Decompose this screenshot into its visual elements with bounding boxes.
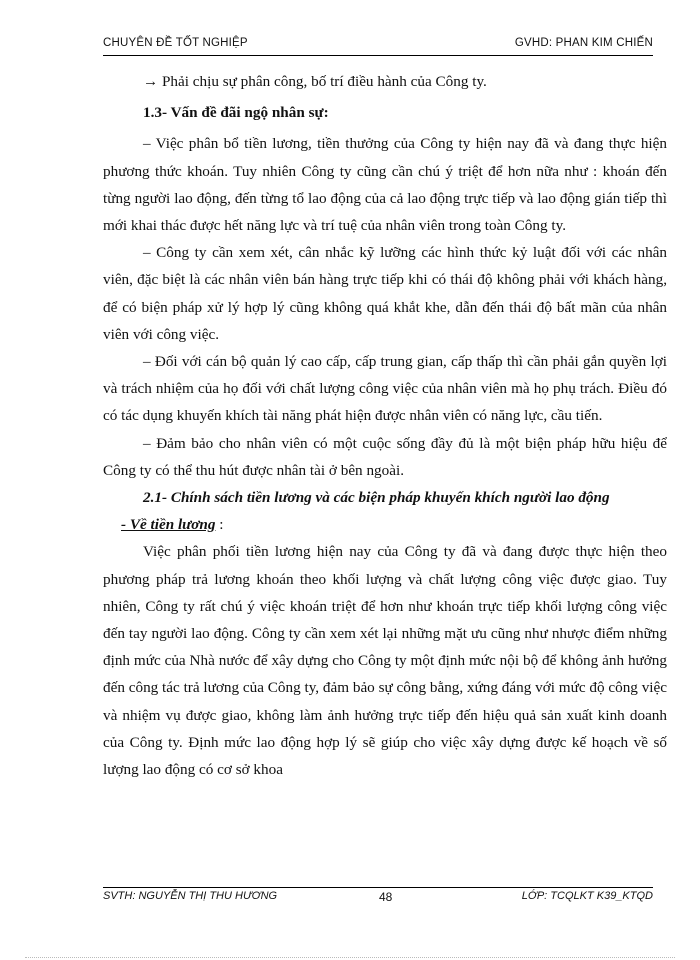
section-heading-1-3: 1.3- Vấn đề đãi ngộ nhân sự:: [143, 104, 329, 122]
paragraph-5: Việc phân phối tiền lương hiện nay của Công ty đã và đang được thực hiện theo phương pháp trả lương khoán theo khối lượng và chất lượng công việc được giao. Tuy nhiên, Công ty rất chú ý việc khoán triệt để hơn như khoán trực tiếp khối lượng công việc đến tay người lao động. Công ty cần xem xét lại những mặt ưu cũng như nhược điểm những định mức của Nhà nước để xây dựng cho Công ty một định mức nội bộ để không ảnh hưởng đến công tác trả lương của Công ty, đảm bảo sự công bằng, xứng đáng với mức độ công việc và nhiệm vụ được giao, không làm ảnh hưởng trực tiếp đến hiệu quả sản xuất kinh doanh của Công ty. Định mức lao động hợp lý sẽ giúp cho việc xây dựng được kế hoạch về số lượng lao động có cơ sở khoa: [103, 543, 667, 779]
paragraph-4: – Đảm bảo cho nhân viên có một cuộc sống đầy đủ là một biện pháp hữu hiệu để Công ty có thể thu hút được nhân tài ở bên ngoài.: [103, 434, 667, 479]
subheading-salary-colon: :: [215, 516, 224, 534]
page-edge-dotted-line: [25, 957, 675, 958]
footer-class: LỚP: TCQLKT K39_KTQD: [521, 890, 653, 902]
paragraph-3: – Đối với cán bộ quản lý cao cấp, cấp trung gian, cấp thấp thì cần phải gắn quyền lợi và trách nhiệm của họ đối với chất lượng công việc của nhân viên mà họ phụ trách. Điều đó có tác dụng khuyến khích tài năng phát hiện được nhân viên có năng lực, cầu tiến.: [103, 353, 667, 425]
footer-divider: [103, 887, 653, 888]
continuation-line: → Phải chịu sự phân công, bố trí điều hành của Công ty.: [143, 73, 487, 90]
page-header: [103, 37, 653, 53]
header-divider: [103, 55, 653, 56]
subheading-salary-label: - Về tiền lương: [121, 516, 216, 534]
footer-student: SVTH: NGUYỄN THỊ THU HƯƠNG: [103, 890, 278, 902]
section-heading-2-1: 2.1- Chính sách tiền lương và các biện pháp khuyến khích người lao động: [143, 489, 610, 507]
page-footer: [103, 890, 653, 906]
page-number: 48: [379, 890, 393, 904]
header-left-title: CHUYÊN ĐỀ TỐT NGHIỆP: [103, 37, 248, 49]
header-right-advisor: GVHD: PHAN KIM CHIẾN: [514, 37, 653, 49]
paragraph-1: – Việc phân bổ tiền lương, tiền thưởng của Công ty hiện nay đã và đang thực hiện phương thức khoán. Tuy nhiên Công ty cũng cần chú ý triệt để hơn nữa như : khoán đến từng người lao động, đến từng tổ lao động của cả lao động trực tiếp và lao động gián tiếp thì mới khai thác được hết năng lực và trí tuệ của nhân viên trong toàn Công ty.: [103, 135, 667, 235]
subheading-salary: [103, 511, 667, 538]
paragraph-2: – Công ty cần xem xét, cân nhắc kỹ lưỡng các hình thức kỷ luật đối với các nhân viên, đặc biệt là các nhân viên bán hàng trực tiếp khi có thái độ không phải với khách hàng, để có biện pháp xử lý hợp lý cũng không quá khắt khe, dẫn đến thái độ bất mãn của nhân viên với công việc.: [103, 244, 667, 343]
document-body: [103, 68, 667, 783]
